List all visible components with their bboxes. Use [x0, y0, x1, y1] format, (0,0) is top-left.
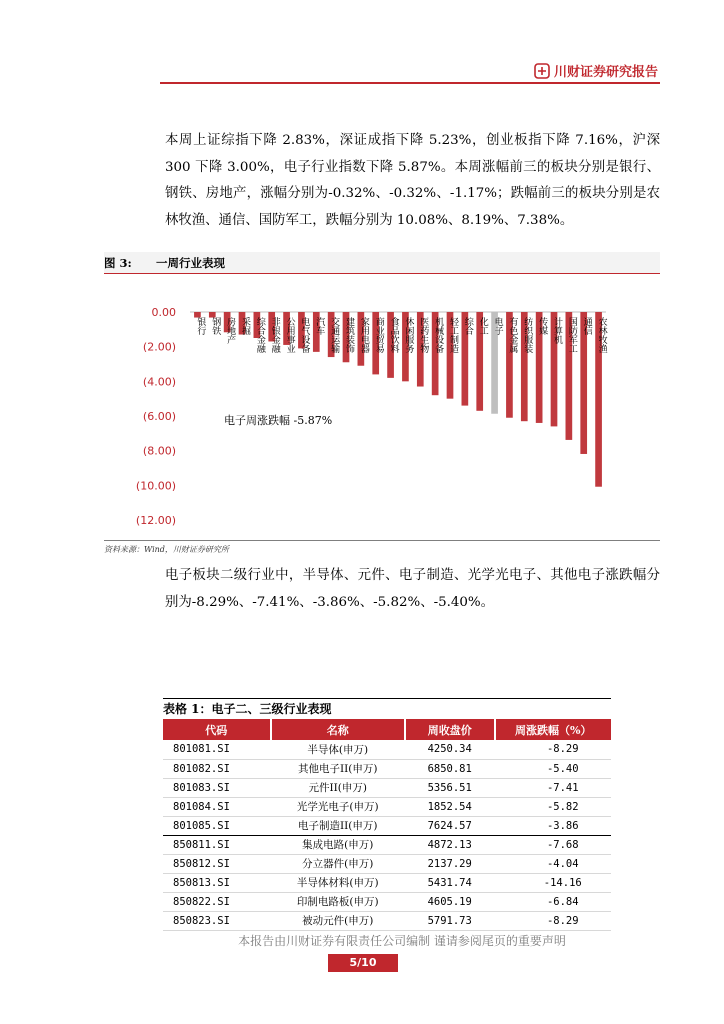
table-title: 表格 1：电子二、三级行业表现: [163, 702, 332, 716]
cell-code: 850811.SI: [163, 835, 271, 854]
figure-title-bar: [104, 252, 660, 274]
category-label: 商业贸易: [373, 317, 384, 353]
category-label: 传媒: [537, 317, 548, 335]
category-label: 房地产: [225, 317, 236, 344]
table-row: [163, 759, 611, 778]
category-label: 轻工制造: [448, 317, 458, 353]
figure-source-rule: [104, 540, 660, 541]
cell-code: 850812.SI: [163, 854, 271, 873]
category-label: 建筑装饰: [344, 317, 354, 353]
figure-label: 图 3:: [104, 255, 132, 270]
cell-name: 半导体材料(申万): [271, 873, 405, 892]
category-label: 通信: [581, 317, 592, 335]
brand-text: 川财证券研究报告: [553, 65, 658, 80]
category-label: 综合金融: [254, 317, 265, 353]
cell-name: 集成电路(申万): [271, 835, 405, 854]
figure-title: 一周行业表现: [156, 255, 225, 270]
cell-chg: -5.40: [495, 759, 612, 778]
category-label: 电子: [492, 317, 503, 335]
cell-close: 4250.34: [405, 740, 495, 759]
y-tick-label: (10.00): [135, 479, 176, 493]
cell-chg: -14.16: [495, 873, 612, 892]
cell-chg: -8.29: [495, 740, 612, 759]
table-row: [163, 740, 611, 759]
cell-close: 5791.73: [405, 911, 495, 930]
table-row: [163, 911, 611, 930]
category-label: 纺织服装: [522, 317, 533, 353]
cell-code: 801083.SI: [163, 778, 271, 797]
y-tick-label: (4.00): [142, 375, 176, 389]
cell-chg: -7.68: [495, 835, 612, 854]
category-label: 综合: [462, 317, 473, 335]
cell-code: 801085.SI: [163, 816, 271, 835]
cell-name: 分立器件(申万): [271, 854, 405, 873]
table-header-row: [163, 719, 611, 740]
category-label: 电气设备: [299, 317, 310, 353]
category-label: 农林牧渔: [596, 317, 607, 353]
col-name-header: 名称: [271, 719, 405, 740]
electronics-table-block: [163, 698, 611, 931]
table-row: [163, 835, 611, 854]
y-tick-label: (12.00): [135, 514, 176, 527]
y-tick-label: (8.00): [142, 444, 176, 458]
y-tick-label: (6.00): [142, 410, 176, 423]
cell-code: 801084.SI: [163, 797, 271, 816]
category-label: 银行: [195, 317, 206, 335]
y-tick-label: (2.00): [142, 340, 176, 354]
cell-chg: -7.41: [495, 778, 612, 797]
category-label: 非银金融: [269, 317, 280, 353]
table-row: [163, 778, 611, 797]
table-row: [163, 854, 611, 873]
cell-close: 7624.57: [405, 816, 495, 835]
table-row: [163, 797, 611, 816]
electronics-annotation: 电子周涨跌幅 -5.87%: [224, 414, 333, 427]
cell-close: 4605.19: [405, 892, 495, 911]
cell-close: 1852.54: [405, 797, 495, 816]
footer-disclaimer: 本报告由川财证券有限责任公司编制 谨请参阅尾页的重要声明: [238, 934, 566, 948]
category-label: 化工: [477, 317, 488, 335]
category-label: 计算机: [552, 317, 562, 344]
category-label: 有色金属: [507, 317, 518, 353]
cell-name: 元件II(申万): [271, 778, 405, 797]
cell-close: 5431.74: [405, 873, 495, 892]
cell-name: 其他电子II(申万): [271, 759, 405, 778]
category-label: 交通运输: [329, 317, 340, 353]
col-change-header: 周涨跌幅（%）: [495, 719, 612, 740]
cell-name: 光学光电子(申万): [271, 797, 405, 816]
cell-close: 4872.13: [405, 835, 495, 854]
figure-source: 资料来源：Wind，川财证券研究所: [104, 545, 229, 554]
cell-name: 被动元件(申万): [271, 911, 405, 930]
cell-name: 半导体(申万): [271, 740, 405, 759]
cell-chg: -6.84: [495, 892, 612, 911]
cell-close: 2137.29: [405, 854, 495, 873]
cell-code: 801081.SI: [163, 740, 271, 759]
header-rule: [160, 82, 660, 84]
category-label: 家用电器: [358, 317, 369, 353]
market-summary-paragraph: 本周上证综指下降 2.83%，深证成指下降 5.23%，创业板指下降 7.16%，沪深 300 下降 3.00%，电子行业指数下降 5.87%。本周涨幅前三的板块分别是银行、钢铁、房地产，涨幅分别为-0.32%、-0.32%、-1.17%；跌幅前三的板块分别是农林牧渔、通信、国防军工，跌幅分别为 10.08%、8.19%、7.38%。: [165, 133, 660, 228]
cell-chg: -4.04: [495, 854, 612, 873]
category-label: 汽车: [314, 317, 325, 335]
category-label: 采掘: [240, 317, 250, 335]
industry-performance-chart: [104, 296, 660, 536]
table-row: [163, 873, 611, 892]
company-logo-icon: [534, 63, 550, 79]
electronics-table: [163, 719, 611, 931]
col-code-header: 代码: [163, 719, 271, 740]
cell-name: 电子制造II(申万): [271, 816, 405, 835]
table-row: [163, 816, 611, 835]
category-label: 食品饮料: [388, 317, 399, 353]
cell-name: 印制电路板(申万): [271, 892, 405, 911]
category-label: 机械设备: [433, 317, 444, 353]
col-close-header: 周收盘价: [405, 719, 495, 740]
cell-code: 850813.SI: [163, 873, 271, 892]
category-label: 公用事业: [284, 317, 295, 353]
cell-code: 801082.SI: [163, 759, 271, 778]
category-label: 医药生物: [418, 317, 429, 353]
table-row: [163, 892, 611, 911]
category-label: 国防军工: [566, 317, 577, 353]
category-label: 钢铁: [210, 317, 221, 335]
header-brand: [534, 61, 658, 80]
page-number: 5/10: [328, 954, 398, 972]
cell-code: 850822.SI: [163, 892, 271, 911]
cell-close: 5356.51: [405, 778, 495, 797]
cell-chg: -3.86: [495, 816, 612, 835]
cell-close: 6850.81: [405, 759, 495, 778]
category-label: 休闲服务: [403, 317, 414, 353]
y-tick-label: 0.00: [151, 306, 176, 319]
cell-chg: -5.82: [495, 797, 612, 816]
electronics-subsector-paragraph: 电子板块二级行业中，半导体、元件、电子制造、光学光电子、其他电子涨跌幅分别为-8.29%、-7.41%、-3.86%、-5.82%、-5.40%。: [165, 568, 660, 610]
cell-code: 850823.SI: [163, 911, 271, 930]
cell-chg: -8.29: [495, 911, 612, 930]
